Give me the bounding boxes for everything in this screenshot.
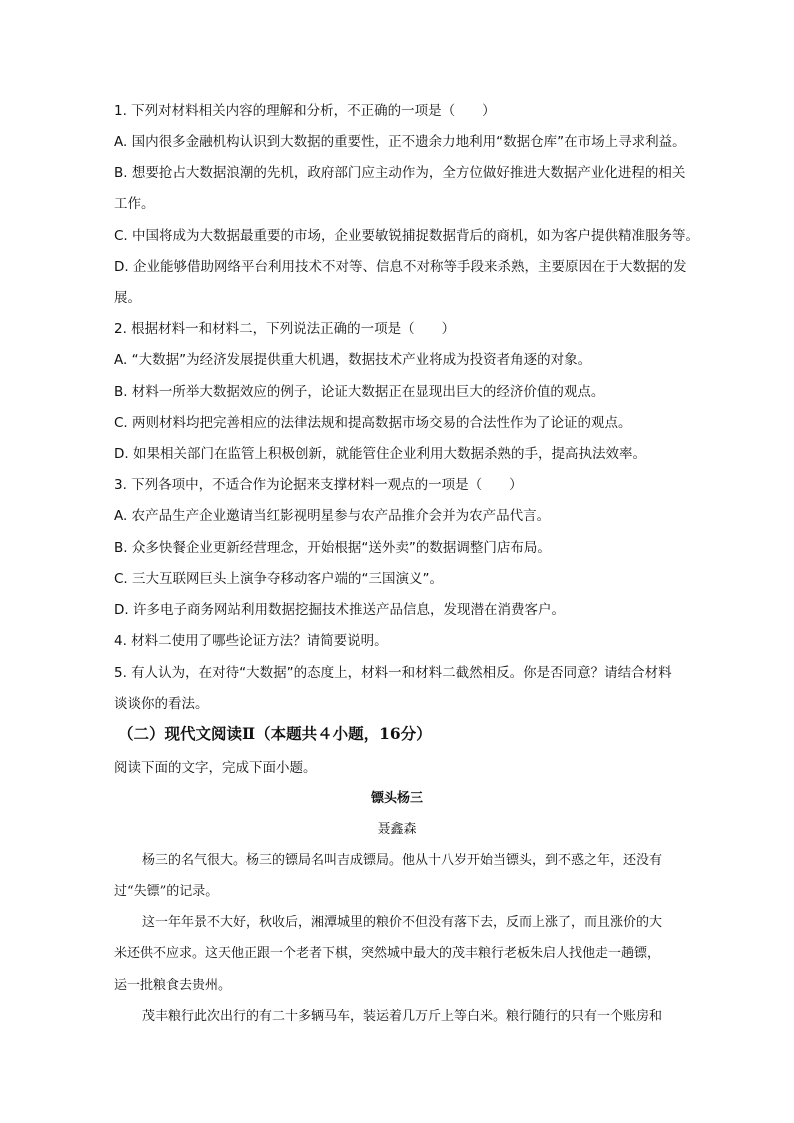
question-1-option-a: A. 国内很多金融机构认识到大数据的重要性，正不遗余力地利用“数据仓库”在市场上寻求利益。 [114, 134, 686, 150]
question-2-option-a: A. “大数据”为经济发展提供重大机遇，数据技术产业将成为投资者角逐的对象。 [114, 352, 592, 368]
question-5-line-1: 5. 有人认为，在对待“大数据”的态度上，材料一和材料二截然相反。你是否同意？请结合材料 [114, 665, 672, 681]
story-paragraph-2-line-2: 米还供不应求。这天他正跟一个老者下棋，突然城中最大的茂丰粮行老板朱启人找他走一趟镖， [114, 946, 661, 961]
question-2-option-b: B. 材料一所举大数据效应的例子，论证大数据正在显现出巨大的经济价值的观点。 [114, 384, 605, 400]
story-paragraph-2-line-3: 运一批粮食去贵州。 [114, 978, 232, 993]
question-5-line-2: 谈谈你的看法。 [114, 696, 209, 712]
question-4-stem: 4. 材料二使用了哪些论证方法？请简要说明。 [114, 633, 388, 649]
question-2-option-d: D. 如果相关部门在监管上积极创新，就能管住企业利用大数据杀熟的手，提高执法效率。 [114, 446, 646, 462]
question-1-option-c: C. 中国将成为大数据最重要的市场，企业要敏锐捕捉数据背后的商机，如为客户提供精准服务等。 [114, 228, 700, 244]
question-3-option-a: A. 农产品生产企业邀请当红影视明星参与农产品推介会并为农产品代言。 [114, 508, 551, 524]
question-1-option-b-line-1: B. 想要抢占大数据浪潮的先机，政府部门应主动作为，全方位做好推进大数据产业化进程的相关 [114, 165, 686, 181]
question-1-option-d-line-2: 展。 [114, 290, 141, 306]
question-1-stem: 1. 下列对材料相关内容的理解和分析，不正确的一项是（ ） [114, 103, 496, 119]
story-paragraph-1-line-1: 杨三的名气很大。杨三的镖局名叫吉成镖局。他从十八岁开始当镖头，到不惑之年，还没有 [142, 853, 663, 868]
question-1-option-b-line-2: 工作。 [114, 196, 155, 212]
question-2-option-c: C. 两则材料均把完善相应的法律法规和提高数据市场交易的合法性作为了论证的观点。 [114, 415, 632, 431]
story-author: 聂鑫森 [377, 822, 417, 837]
question-3-stem: 3. 下列各项中，不适合作为论据来支撑材料一观点的一项是（ ） [114, 477, 523, 493]
question-1-option-d-line-1: D. 企业能够借助网络平台利用技术不对等、信息不对称等手段来杀熟，主要原因在于大数据的发 [114, 259, 687, 275]
question-3-option-d: D. 许多电子商务网站利用数据挖掘技术推送产品信息，发现潜在消费客户。 [114, 602, 565, 618]
question-3-option-c: C. 三大互联网巨头上演争夺移动客户端的“三国演义”。 [114, 571, 443, 587]
section-instruction: 阅读下面的文字，完成下面小题。 [114, 760, 317, 776]
question-3-option-b: B. 众多快餐企业更新经营理念，开始根据“送外卖”的数据调整门店布局。 [114, 540, 551, 556]
story-paragraph-3-line-1: 茂丰粮行此次出行的有二十多辆马车，装运着几万斤上等白米。粮行随行的只有一个账房和 [142, 1009, 663, 1024]
story-paragraph-1-line-2: 过“失镖”的记录。 [114, 884, 219, 899]
story-title: 镖头杨三 [370, 791, 423, 806]
story-paragraph-2-line-1: 这一年年景不大好，秋收后，湘潭城里的粮价不但没有落下去，反而上涨了，而且涨价的大 [142, 915, 663, 930]
question-2-stem: 2. 根据材料一和材料二，下列说法正确的一项是（ ） [114, 321, 456, 337]
section-heading: （二）现代文阅读Ⅱ（本题共４小题，16分） [118, 724, 432, 743]
